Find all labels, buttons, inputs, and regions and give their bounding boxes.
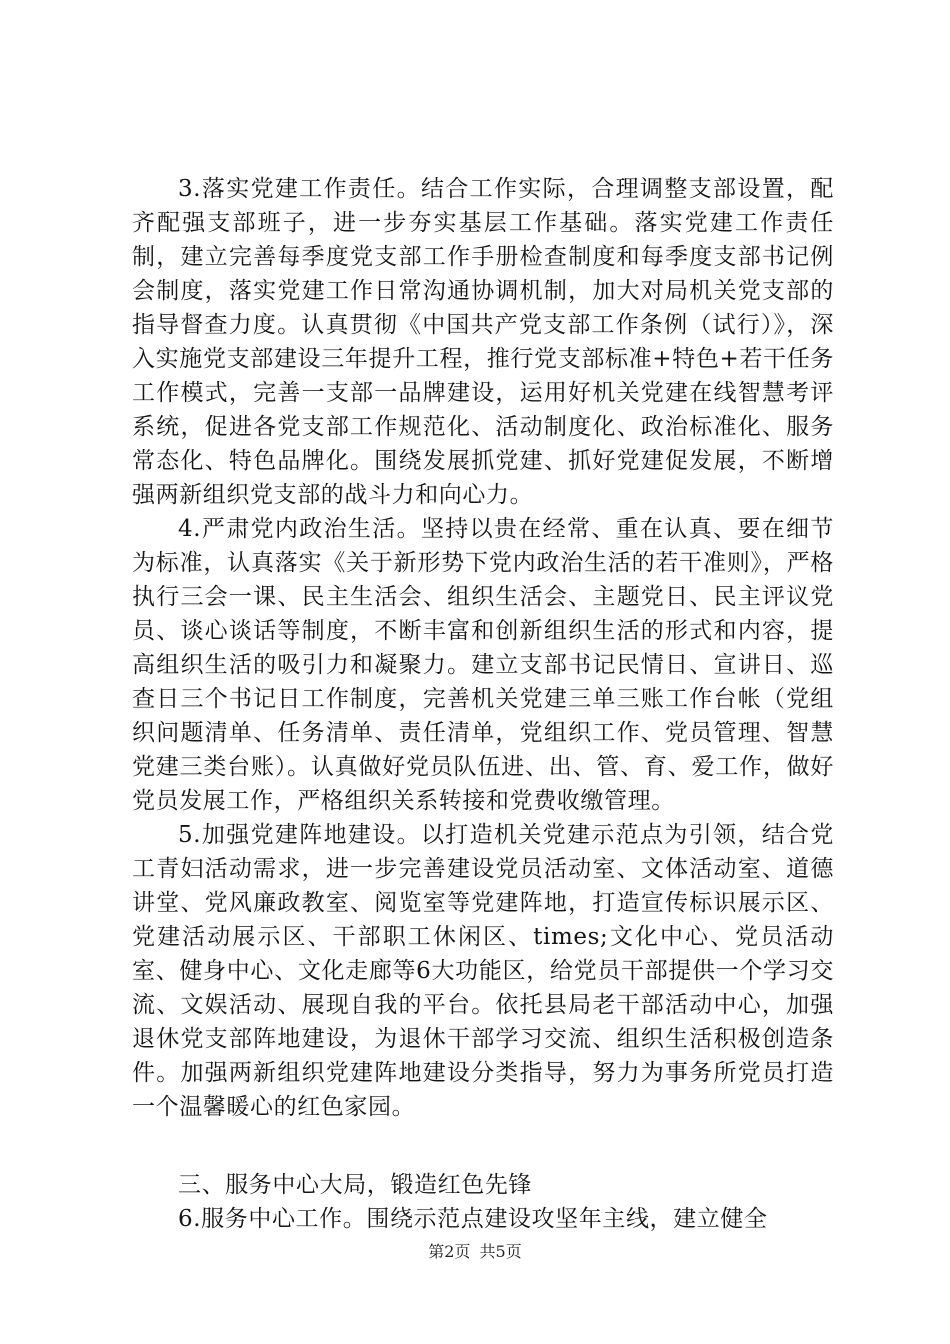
document-body [132, 172, 834, 1236]
page-number: 第2页 [428, 1242, 471, 1261]
section-heading: 三、服务中心大局，锻造红色先锋 [178, 1172, 532, 1198]
page-footer [0, 1242, 950, 1262]
paragraph-4: 4.严肃党内政治生活。坚持以贵在经常、重在认真、要在细节为标准，认真落实《关于新形势下党内政治生活的若干准则》，严格执行三会一课、民主生活会、组织生活会、主题党日、民主评议党员、谈心谈话等制度，不断丰富和创新组织生活的形式和内容，提高组织生活的吸引力和凝聚力。建立支部书记民情日、宣讲日、巡查日三个书记日工作制度，完善机关党建三单三账工作台帐（党组织问题清单、任务清单、责任清单，党组织工作、党员管理、智慧党建三类台账）。认真做好党员队伍进、出、管、育、爱工作，做好党员发展工作，严格组织关系转接和党费收缴管理。 [132, 516, 834, 814]
page-total: 共5页 [479, 1242, 522, 1261]
paragraph-6: 6.服务中心工作。围绕示范点建设攻坚年主线，建立健全 [178, 1206, 768, 1232]
paragraph-3: 3.落实党建工作责任。结合工作实际，合理调整支部设置，配齐配强支部班子，进一步夯实基层工作基础。落实党建工作责任制，建立完善每季度党支部工作手册检查制度和每季度支部书记例会制度，落实党建工作日常沟通协调机制，加大对局机关党支部的指导督查力度。认真贯彻《中国共产党支部工作条例（试行）》，深入实施党支部建设三年提升工程，推行党支部标准+特色+若干任务工作模式，完善一支部一品牌建设，运用好机关党建在线智慧考评系统，促进各党支部工作规范化、活动制度化、政治标准化、服务常态化、特色品牌化。围绕发展抓党建、抓好党建促发展，不断增强两新组织党支部的战斗力和向心力。 [132, 176, 834, 508]
paragraph-5: 5.加强党建阵地建设。以打造机关党建示范点为引领，结合党工青妇活动需求，进一步完善建设党员活动室、文体活动室、道德讲堂、党风廉政教室、阅览室等党建阵地，打造宣传标识展示区、党建活动展示区、干部职工休闲区、times;文化中心、党员活动室、健身中心、文化走廊等6大功能区，给党员干部提供一个学习交流、文娱活动、展现自我的平台。依托县局老干部活动中心，加强退休党支部阵地建设，为退休干部学习交流、组织生活积极创造条件。加强两新组织党建阵地建设分类指导，努力为事务所党员打造一个温馨暖心的红色家园。 [132, 822, 834, 1120]
